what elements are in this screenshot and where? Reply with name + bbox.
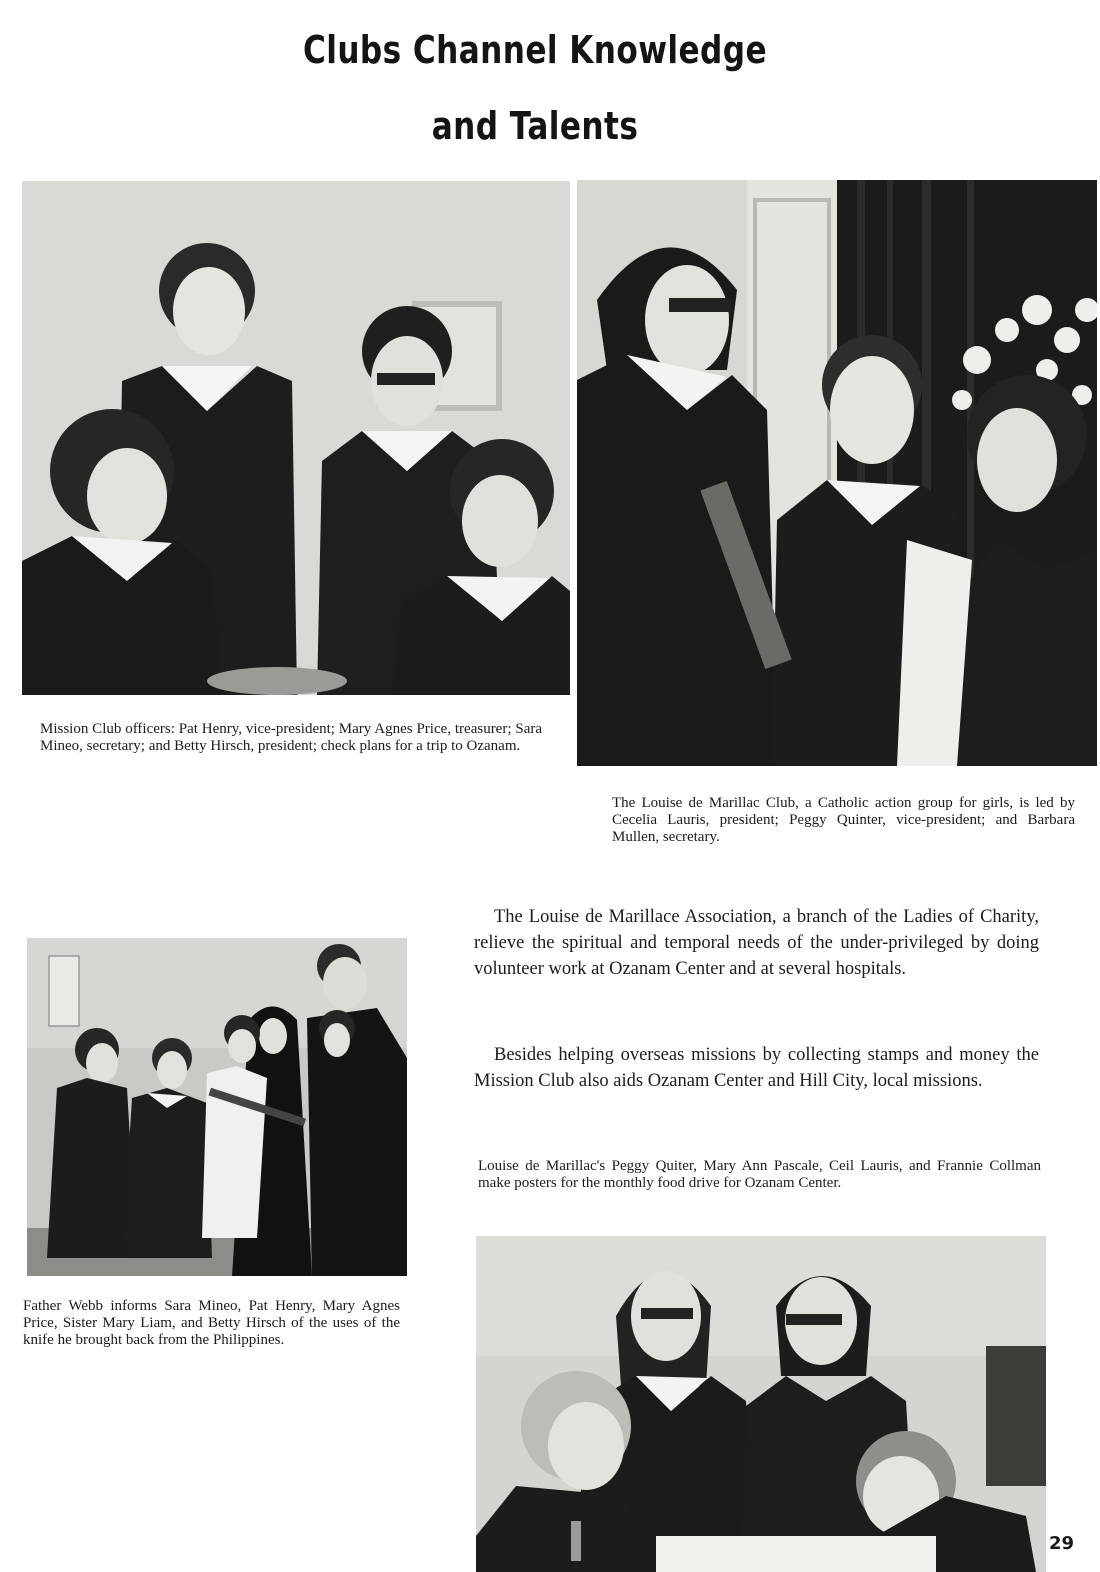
caption-posters: Louise de Marillac's Peggy Quiter, Mary Ann Pascale, Ceil Lauris, and Frannie Collman make posters for the monthly food drive for Ozanam Center.: [478, 1158, 1041, 1191]
photo-posters-food-drive: [476, 1236, 1046, 1572]
page-title-line-1: Clubs Channel Knowledge: [302, 28, 768, 72]
caption-mission-club-officers: Mission Club officers: Pat Henry, vice-president; Mary Agnes Price, treasurer; Sara Mineo, secretary; and Betty Hirsch, president; check plans for a trip to Ozanam.: [40, 721, 542, 754]
body-paragraph-mission-club: Besides helping overseas missions by collecting stamps and money the Mission Club also aids Ozanam Center and Hill City, local missions.: [474, 1045, 1039, 1091]
caption-marillac-club: The Louise de Marillac Club, a Catholic action group for girls, is led by Cecelia Lauris, president; Peggy Quinter, vice-president; and Barbara Mullen, secretary.: [612, 795, 1075, 845]
page-title-line-2: and Talents: [431, 104, 639, 148]
page-number: 29: [1049, 1533, 1075, 1554]
photo-mission-club-officers: [22, 181, 570, 695]
photo-marillac-club-officers: [577, 180, 1097, 766]
body-paragraph-marillac-association: The Louise de Marillace Association, a branch of the Ladies of Charity, relieve the spiritual and temporal needs of the under-privileged by doing volunteer work at Ozanam Center and at several hospitals.: [474, 907, 1039, 979]
photo-father-webb-knife: [27, 938, 407, 1276]
caption-father-webb: Father Webb informs Sara Mineo, Pat Henry, Mary Agnes Price, Sister Mary Liam, and Betty Hirsch of the uses of the knife he brought back from the Philippines.: [23, 1298, 400, 1348]
